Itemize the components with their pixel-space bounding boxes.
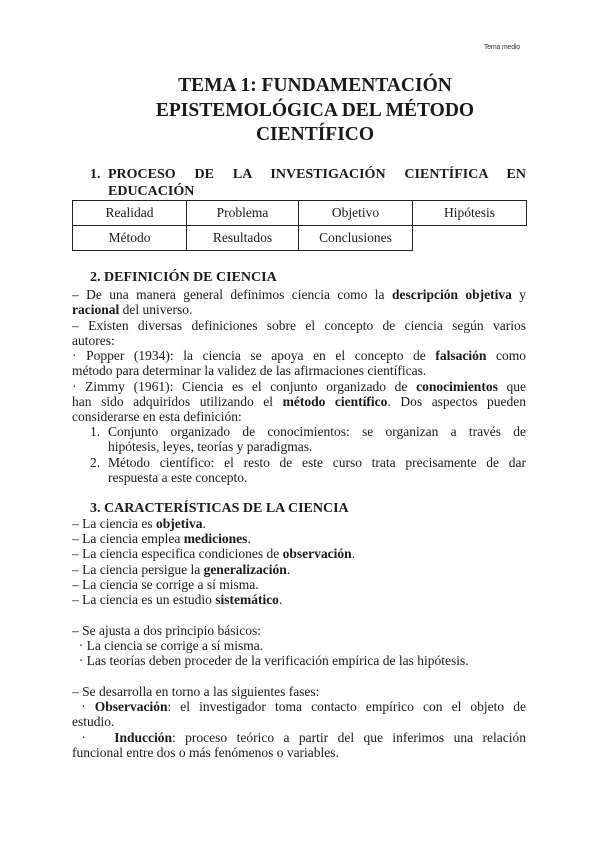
paragraph-line: – Existen diversas definiciones sobre el concepto de ciencia según varios xyxy=(72,318,526,333)
bold-term: descripción objetiva xyxy=(391,287,512,302)
paragraph-line xyxy=(72,302,192,317)
paragraph-line: – Se ajusta a dos principio básicos: xyxy=(72,623,261,638)
text-run: : el investigador toma contacto empírico con el objeto de xyxy=(167,699,526,714)
bold-term: generalización xyxy=(203,562,287,577)
text-run: y xyxy=(511,287,526,302)
paragraph-line: considerarse en esta definición: xyxy=(72,409,242,424)
section-title-line: PROCESO DE LA INVESTIGACIÓN CIENTÍFICA EN xyxy=(108,167,526,182)
list-item xyxy=(72,562,290,577)
section-3-heading: 3. CARACTERÍSTICAS DE LA CIENCIA xyxy=(90,501,349,516)
header-note: Tema medio xyxy=(483,44,520,51)
text-run: . xyxy=(286,562,291,577)
list-number: 1. xyxy=(90,424,101,439)
list-item xyxy=(72,516,206,531)
text-run: . Dos aspectos pueden xyxy=(387,394,526,409)
list-item xyxy=(72,699,526,714)
paragraph-line xyxy=(72,287,526,302)
bold-term: racional xyxy=(72,302,120,317)
list-number: 2. xyxy=(90,455,101,470)
bullet: · xyxy=(72,699,95,714)
text-run: : proceso teórico a partir del que inferimos una relación xyxy=(172,730,526,745)
list-item xyxy=(72,531,251,546)
bold-term: sistemático xyxy=(215,592,279,607)
table-cell: Hipótesis xyxy=(413,201,527,226)
title-line: EPISTEMOLÓGICA DEL MÉTODO xyxy=(155,99,475,121)
table-cell: Método xyxy=(73,226,187,251)
bullet: · xyxy=(72,730,115,745)
bold-term: método científico xyxy=(282,394,388,409)
list-item-line: estudio. xyxy=(72,714,115,729)
paragraph-line: método para determinar la validez de las afirmaciones científicas. xyxy=(72,363,427,378)
section-2-heading: 2. DEFINICIÓN DE CIENCIA xyxy=(90,270,277,285)
bold-term: Observación xyxy=(94,699,168,714)
text-run: . xyxy=(278,592,283,607)
table-cell-empty xyxy=(413,226,527,251)
list-item xyxy=(72,592,282,607)
text-run: . xyxy=(202,516,206,531)
bold-term: mediciones xyxy=(183,531,248,546)
text-run: – La ciencia es un estudio xyxy=(72,592,216,607)
table-cell: Realidad xyxy=(73,201,187,226)
bold-term: objetiva xyxy=(155,516,203,531)
list-item xyxy=(72,546,355,561)
text-run: – La ciencia es xyxy=(72,516,156,531)
text-run: – De una manera general definimos ciencia como la xyxy=(72,287,392,302)
list-item-line: respuesta a este concepto. xyxy=(108,470,248,485)
text-run: – La ciencia especifica condiciones de xyxy=(72,546,283,561)
list-item-line: Conjunto organizado de conocimientos: se organizan a través de xyxy=(108,424,526,439)
list-item xyxy=(72,577,259,592)
text-run: como xyxy=(486,348,526,363)
list-item xyxy=(72,730,526,745)
text-run: · Zimmy (1961): Ciencia es el conjunto organizado de xyxy=(72,379,417,394)
bold-term: falsación xyxy=(435,348,487,363)
title-line: CIENTÍFICO xyxy=(255,124,375,145)
text-run: . xyxy=(351,546,356,561)
table-cell: Objetivo xyxy=(299,201,413,226)
paragraph-line: autores: xyxy=(72,333,115,348)
list-item-line: hipótesis, leyes, teorías y paradigmas. xyxy=(108,439,313,454)
text-run: – La ciencia persigue la xyxy=(72,562,204,577)
text-run: han sido adquiridos utilizando el xyxy=(72,394,283,409)
bold-term: Inducción xyxy=(114,730,172,745)
title-line: TEMA 1: FUNDAMENTACIÓN xyxy=(178,75,452,96)
list-item: · La ciencia se corrige a sí misma. xyxy=(72,638,264,653)
table-row xyxy=(73,226,527,251)
paragraph-line xyxy=(72,379,526,394)
section-number: 1. xyxy=(90,167,101,182)
text-run: . xyxy=(247,531,251,546)
bold-term: observación xyxy=(282,546,352,561)
table-cell: Conclusiones xyxy=(299,226,413,251)
text-run: · Popper (1934): la ciencia se apoya en el concepto de xyxy=(72,348,436,363)
list-item-line: funcional entre dos o más fenómenos o variables. xyxy=(72,745,339,760)
table-row xyxy=(73,201,527,226)
paragraph-line: – Se desarrolla en torno a las siguientes fases: xyxy=(72,684,320,699)
text-run: – La ciencia se corrige a sí misma. xyxy=(72,577,259,592)
process-table xyxy=(72,200,527,251)
bold-term: conocimientos xyxy=(416,379,498,394)
text-run: del universo. xyxy=(119,302,193,317)
text-run: que xyxy=(497,379,527,394)
list-item: · Las teorías deben proceder de la verificación empírica de las hipótesis. xyxy=(72,653,469,668)
table-cell: Problema xyxy=(187,201,299,226)
section-title-line: EDUCACIÓN xyxy=(108,184,195,199)
paragraph-line xyxy=(72,348,526,363)
list-item-line: Método científico: el resto de este curso trata precisamente de dar xyxy=(108,455,526,470)
table-cell: Resultados xyxy=(187,226,299,251)
text-run: – La ciencia emplea xyxy=(72,531,184,546)
page-title xyxy=(90,74,540,148)
paragraph-line xyxy=(72,394,526,409)
